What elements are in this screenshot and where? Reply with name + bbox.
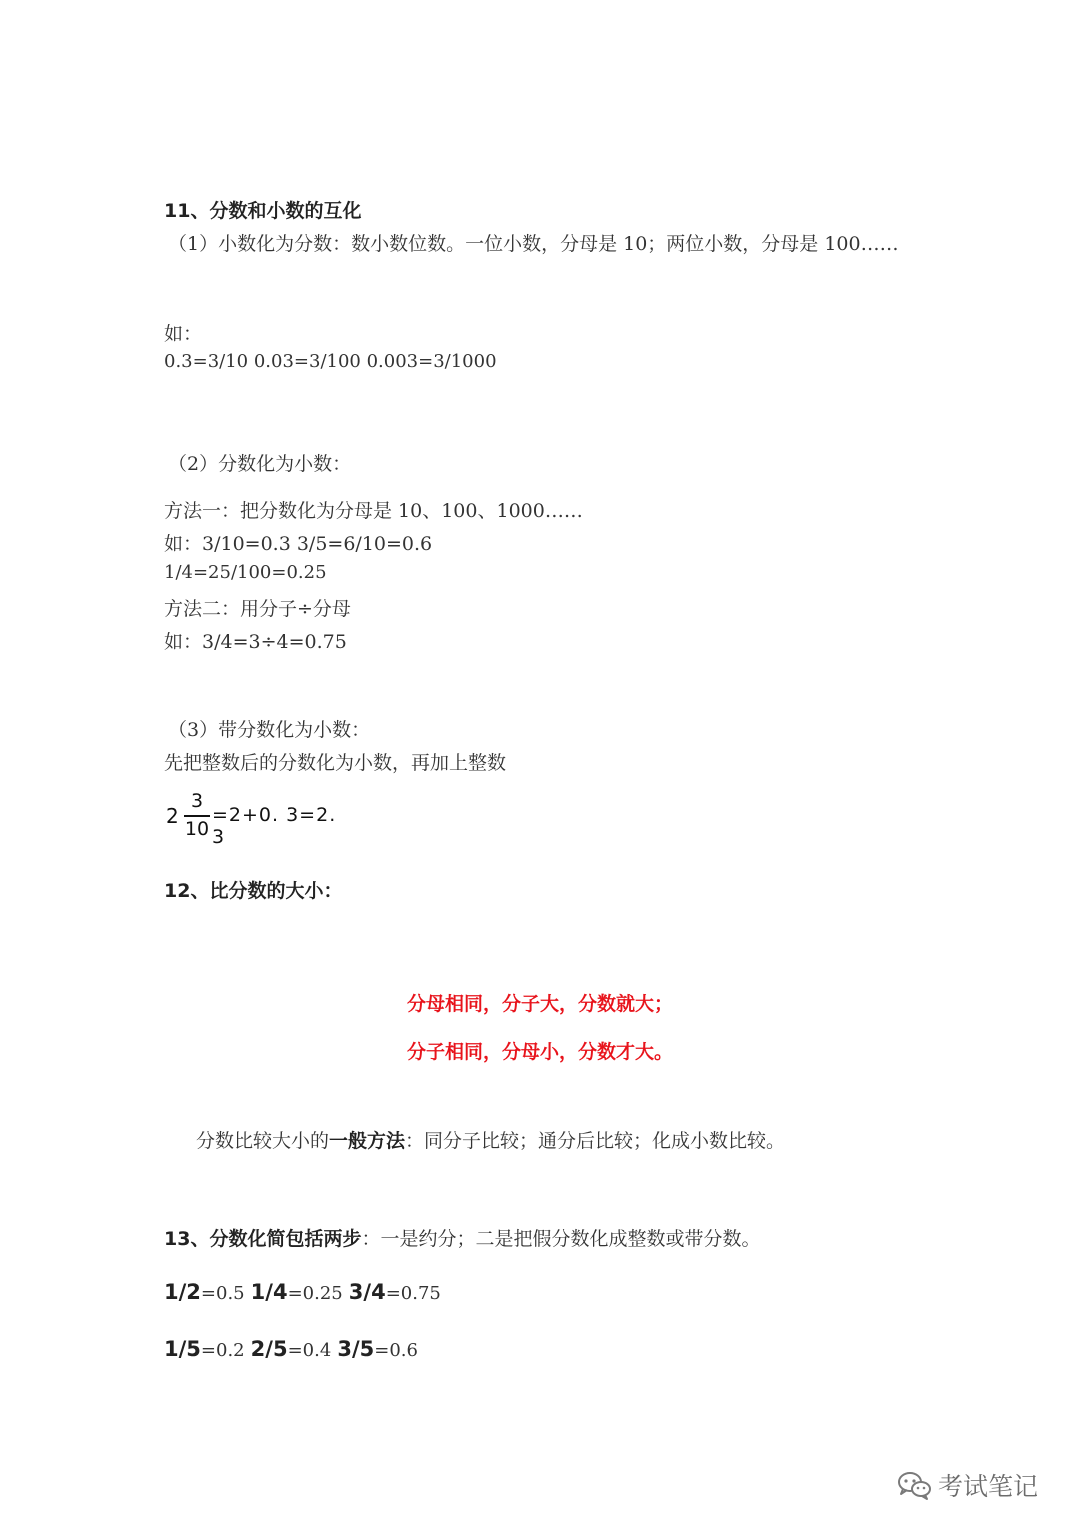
fraction-value: =0.75 [385,1283,441,1304]
mixed-whole: 2 [166,804,179,828]
method-two: 方法二：用分子÷分母 [164,598,351,620]
watermark-text: 考试笔记 [938,1472,1039,1501]
example-values: 0.3=3/10 0.03=3/100 0.003=3/1000 [164,351,497,372]
mixed-denominator: 10 [184,818,210,840]
fraction-value: =0.2 [200,1340,245,1361]
fraction: 1/2 [164,1280,201,1304]
section-11-point-3: （3）带分数化为小数： [168,719,371,741]
fraction-row-1 [164,1280,441,1304]
general-method-bold: 一般方法 [329,1130,406,1152]
general-method [196,1126,785,1153]
method-one: 方法一：把分数化为分母是 10、100、1000…… [164,500,583,522]
mixed-number-example [164,790,340,846]
fraction-value: =0.6 [374,1340,418,1361]
fraction: 1/4 [250,1280,288,1304]
mixed-result: =2+0. 3=2. 3 [212,804,337,848]
rule-same-denominator: 分母相同，分子大，分数就大； [406,993,673,1015]
rule-same-numerator: 分子相同，分母小，分数才大。 [406,1041,673,1063]
section-11-point-2: （2）分数化为小数： [168,453,352,475]
section-13-title-rest: ：一是约分；二是把假分数化成整数或带分数。 [361,1228,761,1250]
fraction-value: =0.4 [287,1340,332,1361]
method-one-example-1: 如：3/10=0.3 3/5=6/10=0.6 [164,533,433,555]
section-11-point-1: （1）小数化为分数：数小数位数。一位小数，分母是 10；两位小数，分母是 100…… [168,233,899,255]
section-13-title [164,1224,760,1251]
fraction: 2/5 [250,1337,288,1361]
section-11-title: 11、分数和小数的互化 [164,200,362,222]
fraction: 1/5 [164,1337,201,1361]
general-method-suffix: ：同分子比较；通分后比较；化成小数比较。 [405,1130,786,1152]
method-one-example-2: 1/4=25/100=0.25 [164,562,327,583]
fraction: 3/4 [348,1280,386,1304]
fraction-value: =0.5 [200,1283,245,1304]
fraction-value: =0.25 [287,1283,343,1304]
wechat-icon [896,1469,932,1501]
example-label: 如： [164,323,203,345]
method-two-example: 如：3/4=3÷4=0.75 [164,631,347,653]
fraction-row-2 [164,1337,418,1361]
point-3-description: 先把整数后的分数化为小数，再加上整数 [164,752,507,774]
fraction-bar [184,815,210,817]
mixed-numerator: 3 [190,790,204,812]
watermark [896,1465,1038,1505]
section-12-title: 12、比分数的大小： [164,880,343,902]
fraction: 3/5 [337,1337,375,1361]
general-method-prefix: 分数比较大小的 [196,1130,330,1152]
section-13-title-bold: 13、分数化简包括两步 [164,1228,362,1250]
